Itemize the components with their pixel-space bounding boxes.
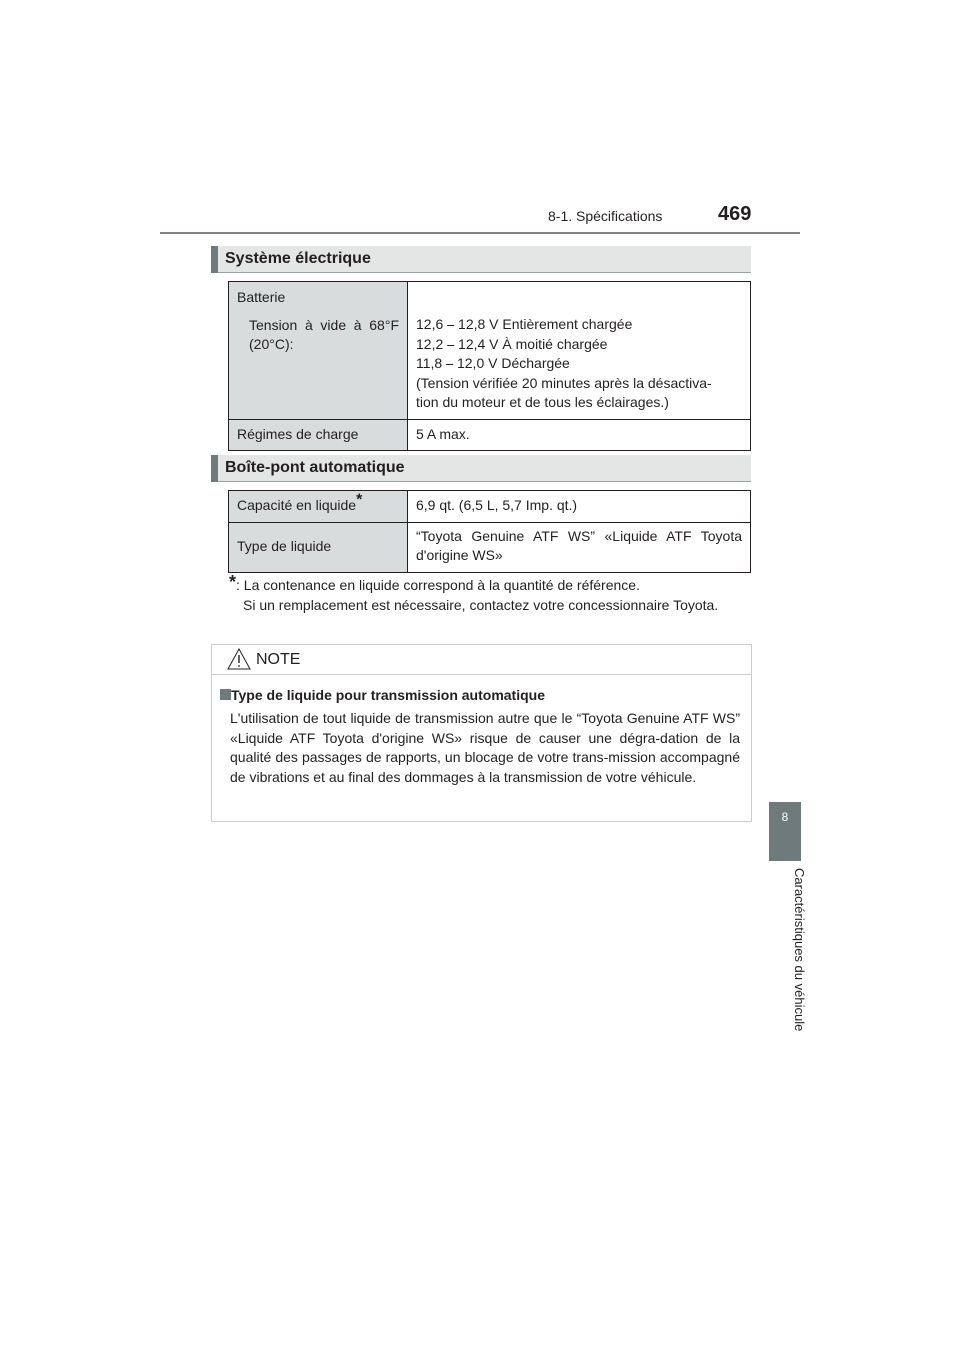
square-bullet-icon [220,689,231,700]
transmission-section-title: Boîte-pont automatique [225,459,405,476]
voltage-note-line1: (Tension vérifiée 20 minutes après la désactiva- [416,374,712,391]
header-rule [160,232,800,234]
transmission-table [228,490,751,573]
charge-value: 5 A max. [416,425,470,442]
electrical-table [228,281,751,451]
charge-label: Régimes de charge [237,425,359,442]
voltage-value-half: 12,2 ⎯ 12,4 V À moitié chargée [416,335,608,352]
footnote-marker: * [229,572,237,592]
table-row [229,419,751,451]
fluid-value-cell [408,522,751,572]
voltage-value-discharged: 11,8 ⎯ 12,0 V Déchargée [416,355,570,371]
chapter-tab [769,802,801,861]
fluid-label: Type de liquide [237,538,332,555]
charge-value-cell [408,419,751,451]
capacity-value-cell [408,491,751,523]
section-marker [211,455,218,482]
note-body: L'utilisation de tout liquide de transmission autre que le “Toyota Genuine ATF WS” «Liquide ATF Toyota d'origine WS» risque de causer une dégra-dation de la qualité des passages de rapports, un blocage de votre trans-mission accompagné de vibrations et au final des dommages à la transmission de votre véhicule. [230,710,740,785]
table-row [229,491,751,523]
voltage-label: Tension à vide à 68°F (20°C): [249,316,399,352]
note-header [212,645,751,675]
note-box [211,644,752,822]
transmission-section-header [211,455,751,482]
capacity-footnote-marker: * [356,491,363,509]
electrical-section-header [211,246,751,273]
page-number: 469 [718,203,752,225]
footnote [229,573,746,615]
table-row [229,282,751,420]
capacity-label-cell [229,491,408,523]
electrical-section-title: Système électrique [225,250,371,267]
chapter-title-vertical [787,868,807,1058]
fluid-value: “Toyota Genuine ATF WS” «Liquide ATF Toyota d'origine WS» [416,527,742,563]
note-label: NOTE [256,651,301,668]
chapter-title: Caractéristiques du véhicule [792,868,807,1032]
battery-label-cell [229,282,408,420]
voltage-values-cell [408,282,751,420]
chapter-number: 8 [781,810,789,824]
section-marker [211,246,218,273]
footnote-line2: Si un remplacement est nécessaire, contactez votre concessionnaire Toyota. [243,596,719,613]
fluid-label-cell [229,522,408,572]
voltage-note-line2: tion du moteur et de tous les éclairages.) [416,394,669,410]
note-title: Type de liquide pour transmission automatique [231,687,546,703]
footnote-line1: : La contenance en liquide correspond à la quantité de référence. [236,577,640,593]
voltage-value-full: 12,6 ⎯ 12,8 V Entièrement chargée [416,316,633,332]
table-row [229,522,751,572]
warning-triangle-icon [227,648,251,670]
capacity-value: 6,9 qt. (6,5 L, 5,7 Imp. qt.) [416,497,578,513]
battery-label: Batterie [237,289,286,305]
charge-label-cell [229,419,408,451]
section-title: 8-1. Spécifications [548,208,663,224]
capacity-label: Capacité en liquide [237,497,357,513]
